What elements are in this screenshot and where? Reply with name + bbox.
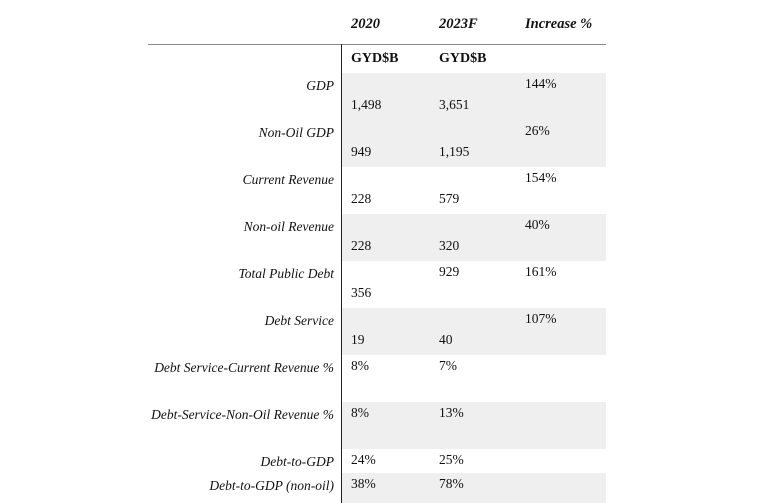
value-2020: 356 [351,285,372,300]
table-row-non-oil-revenue [148,214,606,261]
value-2023f: 579 [439,191,460,206]
row-label: Debt-to-GDP (non-oil) [209,478,334,493]
unit-2020: GYD$B [351,51,399,66]
value-2020: 19 [351,332,365,347]
value-2023f: 1,195 [439,144,470,159]
table-row-debt-service-non-oil-revenue [148,402,606,449]
table-row-gdp [148,73,606,120]
table-row-total-public-debt [148,261,606,308]
row-label: Current Revenue [242,172,334,187]
table-row-current-revenue [148,167,606,214]
row-label: Debt Service-Current Revenue % [154,360,334,375]
row-label: Debt-to-GDP [260,454,334,469]
value-2023f: 25% [439,452,464,467]
value-2023f: 320 [439,238,460,253]
value-2020: 24% [351,452,376,467]
value-2020: 1,498 [351,97,382,112]
value-2020: 949 [351,144,372,159]
table-header [148,0,606,45]
row-label: Non-oil Revenue [243,219,334,234]
column-divider [341,44,342,503]
units-row [148,45,606,73]
value-2020: 38% [351,476,376,491]
value-2023f: 929 [439,264,460,279]
unit-2023f: GYD$B [439,51,487,66]
row-label: Debt-Service-Non-Oil Revenue % [151,407,334,422]
header-2020: 2020 [351,16,380,32]
header-2023f: 2023F [439,16,478,32]
table-row-debt-to-gdp [148,449,606,473]
table-row-non-oil-gdp [148,120,606,167]
debt-table [148,0,606,503]
table-row-debt-service-current-revenue [148,355,606,402]
value-2023f: 7% [439,358,457,373]
value-increase: 26% [525,123,550,138]
row-label: Non-Oil GDP [258,125,334,140]
value-2020: 8% [351,405,369,420]
value-2020: 228 [351,191,372,206]
row-label: Debt Service [264,313,334,328]
header-increase: Increase % [525,16,593,32]
value-increase: 40% [525,217,550,232]
value-2023f: 78% [439,476,464,491]
value-2020: 228 [351,238,372,253]
value-2020: 8% [351,358,369,373]
value-increase: 154% [525,170,557,185]
value-2023f: 3,651 [439,97,470,112]
table-row-debt-service [148,308,606,355]
row-label: Total Public Debt [238,266,334,281]
value-increase: 144% [525,76,557,91]
value-2023f: 40 [439,332,453,347]
value-increase: 107% [525,311,557,326]
value-increase: 161% [525,264,557,279]
value-2023f: 13% [439,405,464,420]
table-row-debt-to-gdp-non-oil [148,473,606,503]
row-label: GDP [306,78,334,93]
